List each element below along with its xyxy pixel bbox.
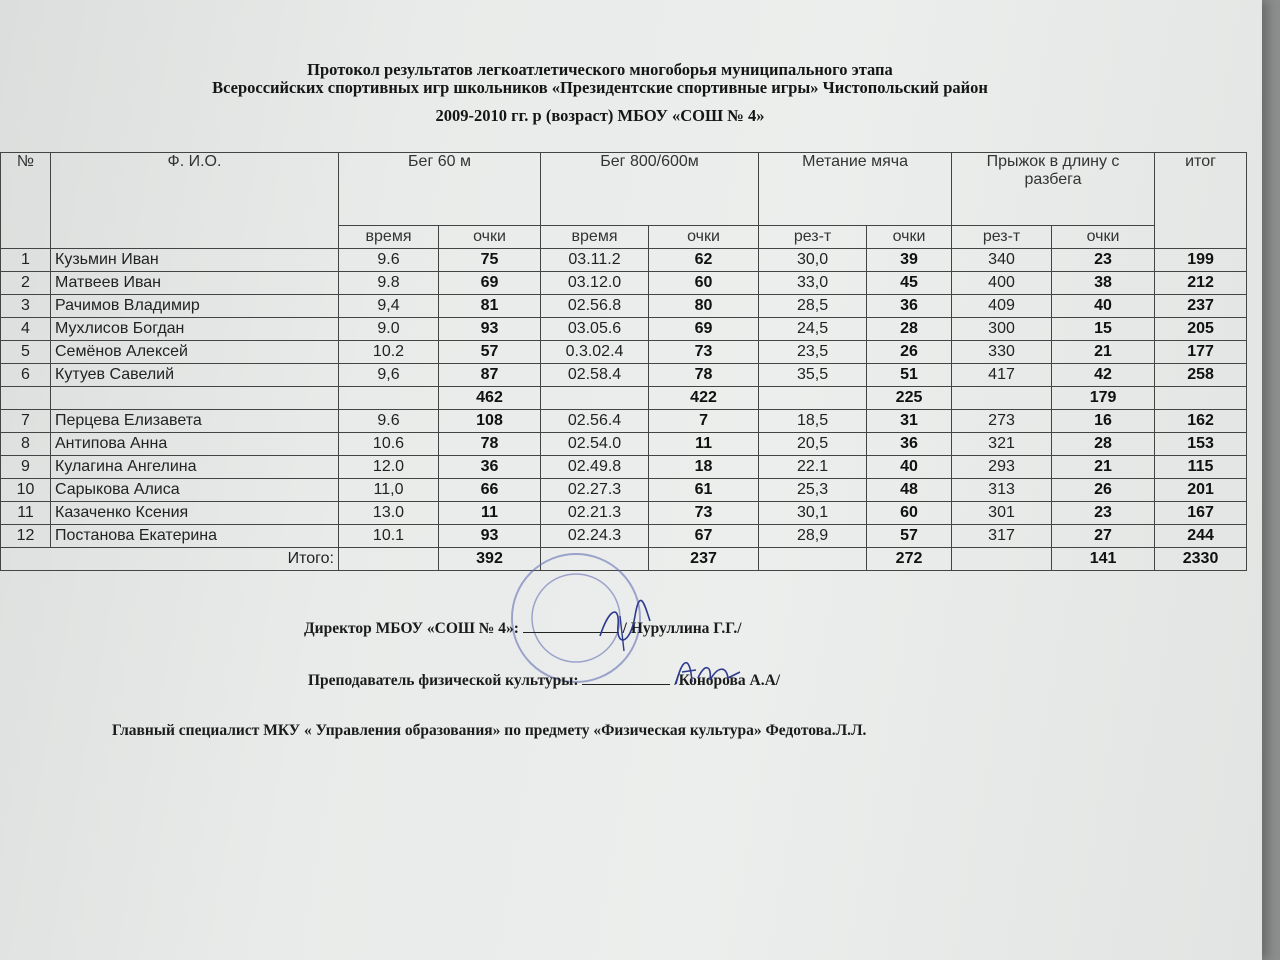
director-handwritten-signature — [590, 596, 660, 656]
cell-t60: 9.0 — [339, 318, 439, 341]
cell-p800: 69 — [649, 318, 759, 341]
cell-p60: 93 — [439, 318, 541, 341]
cell-name: Перцева Елизавета — [51, 410, 339, 433]
cell-t800: 03.11.2 — [541, 249, 649, 272]
cell-t800: 0.3.02.4 — [541, 341, 649, 364]
subheader-result: рез-т — [759, 226, 867, 249]
cell-pthrow: 26 — [867, 341, 952, 364]
cell-total: 153 — [1155, 433, 1247, 456]
cell-throw: 28,9 — [759, 525, 867, 548]
final-p60: 392 — [439, 548, 541, 571]
cell-p60: 75 — [439, 249, 541, 272]
boys-sum-row — [1, 387, 1247, 410]
cell-jump: 409 — [952, 295, 1052, 318]
cell-pthrow: 57 — [867, 525, 952, 548]
cell-t800: 02.24.3 — [541, 525, 649, 548]
cell-p60: 11 — [439, 502, 541, 525]
cell-t60: 10.6 — [339, 433, 439, 456]
cell-name: Семёнов Алексей — [51, 341, 339, 364]
col-header-jump: Прыжок в длину с разбега — [952, 153, 1155, 226]
cell-p800: 73 — [649, 502, 759, 525]
cell-throw: 24,5 — [759, 318, 867, 341]
cell-p60: 57 — [439, 341, 541, 364]
table-row — [1, 318, 1247, 341]
cell-name: Мухлисов Богдан — [51, 318, 339, 341]
cell-t60: 9.8 — [339, 272, 439, 295]
cell-pjump: 23 — [1052, 249, 1155, 272]
cell-total: 205 — [1155, 318, 1247, 341]
cell-p60: 81 — [439, 295, 541, 318]
cell-no: 6 — [1, 364, 51, 387]
cell-p800: 80 — [649, 295, 759, 318]
final-total: 2330 — [1155, 548, 1247, 571]
cell-t60: 10.1 — [339, 525, 439, 548]
cell-no: 4 — [1, 318, 51, 341]
cell-p800: 67 — [649, 525, 759, 548]
cell-jump: 300 — [952, 318, 1052, 341]
cell-t800: 02.21.3 — [541, 502, 649, 525]
cell-t60: 10.2 — [339, 341, 439, 364]
cell-p60: 93 — [439, 525, 541, 548]
cell-p800: 73 — [649, 341, 759, 364]
col-header-throw: Метание мяча — [759, 153, 952, 226]
final-pthrow: 272 — [867, 548, 952, 571]
sum-pjump: 179 — [1052, 387, 1155, 410]
cell-throw: 23,5 — [759, 341, 867, 364]
cell-pjump: 40 — [1052, 295, 1155, 318]
cell-name: Постанова Екатерина — [51, 525, 339, 548]
cell-name: Матвеев Иван — [51, 272, 339, 295]
cell-no: 1 — [1, 249, 51, 272]
director-signature-line — [304, 618, 742, 638]
cell-pthrow: 45 — [867, 272, 952, 295]
cell-throw: 30,1 — [759, 502, 867, 525]
cell-no: 12 — [1, 525, 51, 548]
cell-pjump: 28 — [1052, 433, 1155, 456]
cell-p60: 108 — [439, 410, 541, 433]
protocol-title-line1: Протокол результатов легкоатлетического многоборья муниципального этапа — [307, 60, 893, 79]
col-header-name: Ф. И.О. — [51, 153, 339, 249]
final-total-label: Итого: — [1, 548, 339, 571]
cell-t60: 9.6 — [339, 249, 439, 272]
cell-total: 244 — [1155, 525, 1247, 548]
cell-t60: 9,6 — [339, 364, 439, 387]
cell-t800: 02.58.4 — [541, 364, 649, 387]
director-label: Директор МБОУ «СОШ № 4»: — [304, 620, 519, 637]
cell-p800: 18 — [649, 456, 759, 479]
cell-pjump: 15 — [1052, 318, 1155, 341]
col-header-no: № — [1, 153, 51, 249]
sum-p60: 462 — [439, 387, 541, 410]
cell-no: 2 — [1, 272, 51, 295]
subheader-points: очки — [1052, 226, 1155, 249]
cell-no: 11 — [1, 502, 51, 525]
cell-pthrow: 39 — [867, 249, 952, 272]
signature-line — [582, 670, 670, 685]
cell-jump: 313 — [952, 479, 1052, 502]
cell-name: Сарыкова Алиса — [51, 479, 339, 502]
cell-t60: 9,4 — [339, 295, 439, 318]
cell-t800: 02.54.0 — [541, 433, 649, 456]
cell-throw: 18,5 — [759, 410, 867, 433]
cell-pthrow: 36 — [867, 295, 952, 318]
teacher-label: Преподаватель физической культуры: — [308, 672, 579, 689]
cell-pjump: 21 — [1052, 341, 1155, 364]
cell-name: Кутуев Савелий — [51, 364, 339, 387]
teacher-handwritten-signature — [668, 648, 748, 692]
cell-jump: 293 — [952, 456, 1052, 479]
cell-jump: 340 — [952, 249, 1052, 272]
cell-jump: 301 — [952, 502, 1052, 525]
table-row — [1, 249, 1247, 272]
sum-pthrow: 225 — [867, 387, 952, 410]
cell-no: 9 — [1, 456, 51, 479]
chief-specialist-line: Главный специалист МКУ « Управления образования» по предмету «Физическая культура» Федотова.Л.Л. — [112, 722, 867, 739]
final-pjump: 141 — [1052, 548, 1155, 571]
cell-throw: 30,0 — [759, 249, 867, 272]
cell-pjump: 26 — [1052, 479, 1155, 502]
col-header-total: итог — [1155, 153, 1247, 249]
final-p800: 237 — [649, 548, 759, 571]
cell-p60: 36 — [439, 456, 541, 479]
cell-t800: 03.12.0 — [541, 272, 649, 295]
cell-p60: 87 — [439, 364, 541, 387]
protocol-title-line3: 2009-2010 гг. р (возраст) МБОУ «СОШ № 4» — [435, 106, 765, 125]
col-header-run800: Бег 800/600м — [541, 153, 759, 226]
subheader-result: рез-т — [952, 226, 1052, 249]
cell-name: Казаченко Ксения — [51, 502, 339, 525]
cell-p800: 60 — [649, 272, 759, 295]
table-row — [1, 433, 1247, 456]
cell-total: 237 — [1155, 295, 1247, 318]
cell-total: 201 — [1155, 479, 1247, 502]
cell-no: 10 — [1, 479, 51, 502]
cell-t60: 11,0 — [339, 479, 439, 502]
table-row — [1, 456, 1247, 479]
cell-t60: 12.0 — [339, 456, 439, 479]
cell-total: 199 — [1155, 249, 1247, 272]
cell-name: Рачимов Владимир — [51, 295, 339, 318]
table-row — [1, 410, 1247, 433]
subheader-points: очки — [649, 226, 759, 249]
subheader-points: очки — [439, 226, 541, 249]
cell-p60: 66 — [439, 479, 541, 502]
cell-name: Антипова Анна — [51, 433, 339, 456]
cell-t60: 9.6 — [339, 410, 439, 433]
cell-p800: 61 — [649, 479, 759, 502]
cell-jump: 417 — [952, 364, 1052, 387]
cell-pjump: 21 — [1052, 456, 1155, 479]
cell-jump: 330 — [952, 341, 1052, 364]
cell-total: 258 — [1155, 364, 1247, 387]
cell-total: 167 — [1155, 502, 1247, 525]
cell-t800: 02.27.3 — [541, 479, 649, 502]
cell-pthrow: 60 — [867, 502, 952, 525]
cell-t800: 03.05.6 — [541, 318, 649, 341]
cell-throw: 20,5 — [759, 433, 867, 456]
table-row — [1, 272, 1247, 295]
table-row — [1, 364, 1247, 387]
cell-t60: 13.0 — [339, 502, 439, 525]
cell-pthrow: 31 — [867, 410, 952, 433]
table-row — [1, 525, 1247, 548]
cell-pthrow: 36 — [867, 433, 952, 456]
cell-t800: 02.56.8 — [541, 295, 649, 318]
col-header-run60: Бег 60 м — [339, 153, 541, 226]
cell-pjump: 16 — [1052, 410, 1155, 433]
cell-throw: 28,5 — [759, 295, 867, 318]
sum-p800: 422 — [649, 387, 759, 410]
cell-no: 8 — [1, 433, 51, 456]
cell-p60: 78 — [439, 433, 541, 456]
cell-pjump: 27 — [1052, 525, 1155, 548]
cell-name: Кузьмин Иван — [51, 249, 339, 272]
cell-t800: 02.56.4 — [541, 410, 649, 433]
protocol-title-line2: Всероссийских спортивных игр школьников «Президентские спортивные игры» Чистопольский район — [212, 78, 988, 97]
cell-p800: 62 — [649, 249, 759, 272]
results-table — [0, 152, 1247, 571]
cell-pthrow: 28 — [867, 318, 952, 341]
subheader-time: время — [339, 226, 439, 249]
cell-total: 212 — [1155, 272, 1247, 295]
cell-pjump: 42 — [1052, 364, 1155, 387]
cell-throw: 22.1 — [759, 456, 867, 479]
cell-t800: 02.49.8 — [541, 456, 649, 479]
cell-p800: 7 — [649, 410, 759, 433]
cell-throw: 25,3 — [759, 479, 867, 502]
cell-pthrow: 48 — [867, 479, 952, 502]
cell-no: 3 — [1, 295, 51, 318]
cell-pthrow: 40 — [867, 456, 952, 479]
cell-p800: 78 — [649, 364, 759, 387]
cell-pjump: 38 — [1052, 272, 1155, 295]
director-name: / Нуруллина Г.Г./ — [622, 620, 742, 637]
table-row — [1, 479, 1247, 502]
cell-p60: 69 — [439, 272, 541, 295]
cell-pthrow: 51 — [867, 364, 952, 387]
subheader-time: время — [541, 226, 649, 249]
teacher-name: /Конорова А.А/ — [674, 672, 781, 689]
cell-p800: 11 — [649, 433, 759, 456]
table-row — [1, 341, 1247, 364]
table-row — [1, 295, 1247, 318]
cell-jump: 273 — [952, 410, 1052, 433]
cell-jump: 400 — [952, 272, 1052, 295]
table-row — [1, 502, 1247, 525]
cell-jump: 317 — [952, 525, 1052, 548]
cell-no: 7 — [1, 410, 51, 433]
cell-name: Кулагина Ангелина — [51, 456, 339, 479]
cell-no: 5 — [1, 341, 51, 364]
cell-throw: 35,5 — [759, 364, 867, 387]
cell-total: 115 — [1155, 456, 1247, 479]
cell-throw: 33,0 — [759, 272, 867, 295]
cell-total: 177 — [1155, 341, 1247, 364]
cell-jump: 321 — [952, 433, 1052, 456]
cell-pjump: 23 — [1052, 502, 1155, 525]
subheader-points: очки — [867, 226, 952, 249]
cell-total: 162 — [1155, 410, 1247, 433]
